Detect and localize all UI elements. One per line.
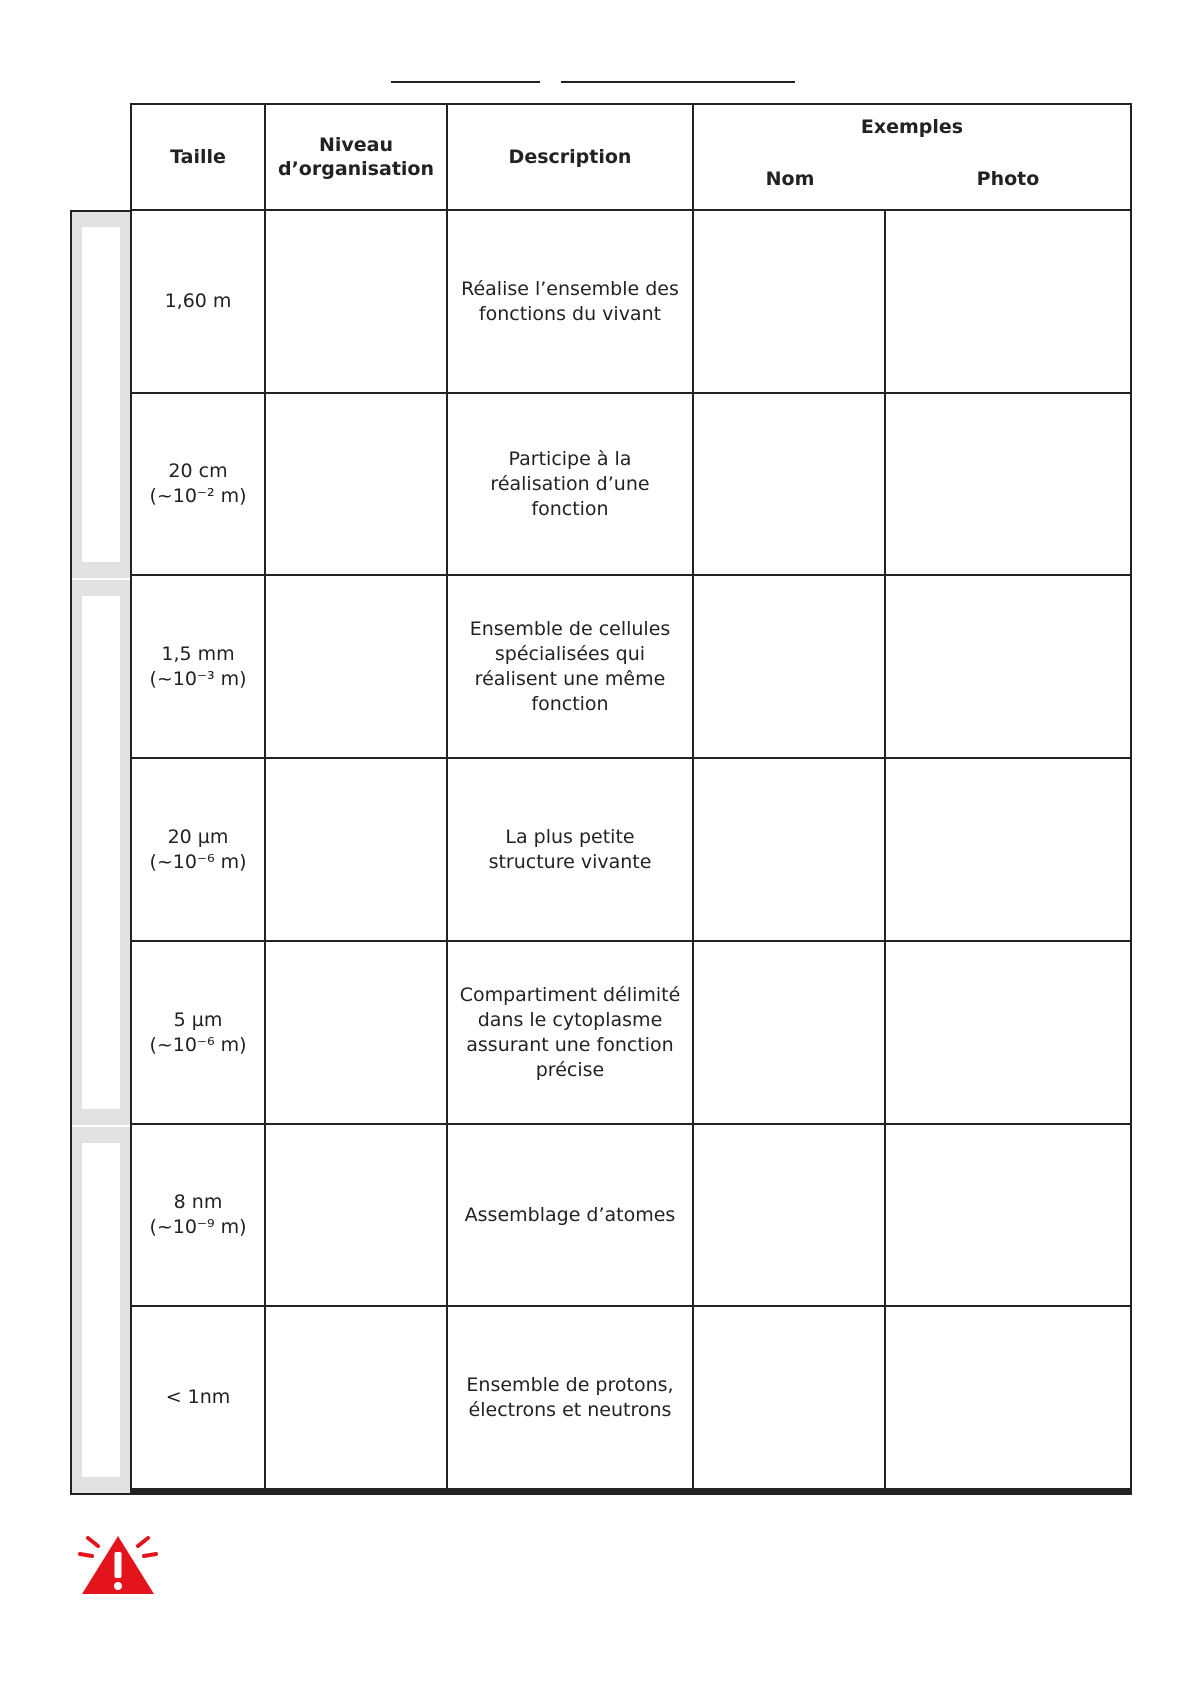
cell-photo [886,1307,1130,1488]
title-blank-2 [561,81,795,83]
cell-nom [694,1307,884,1488]
cell-niveau [266,1125,446,1305]
cell-photo [886,394,1130,574]
side-outline-bottom [70,1493,132,1495]
cell-niveau [266,394,446,574]
header-photo: Photo [976,168,1040,190]
cell-nom [694,1125,884,1305]
cell-taille: 5 µm (~10⁻⁶ m) [132,942,264,1123]
cell-description: Participe à la réalisation d’une fonction [448,394,692,574]
cell-taille: 20 cm (~10⁻² m) [132,394,264,574]
cell-photo [886,759,1130,940]
cell-taille: 1,60 m [132,211,264,392]
cell-description: Ensemble de protons, électrons et neutrons [448,1307,692,1488]
cell-description: Assemblage d’atomes [448,1125,692,1305]
cell-photo [886,211,1130,392]
cell-description: Ensemble de cellules spécialisées qui réalisent une même fonction [448,576,692,757]
cell-taille: < 1nm [132,1307,264,1488]
header-niveau: Niveau d’organisation [266,105,446,209]
header-exemples: Exemples [860,116,964,138]
header-taille: Taille [132,105,264,209]
cell-description: Compartiment délimité dans le cytoplasme assurant une fonction précise [448,942,692,1123]
cell-nom [694,576,884,757]
cell-taille: 1,5 mm (~10⁻³ m) [132,576,264,757]
title-blank-1 [391,81,540,83]
header-description: Description [448,105,692,209]
cell-description: La plus petite structure vivante [448,759,692,940]
cell-taille: 8 nm (~10⁻⁹ m) [132,1125,264,1305]
cell-description: Réalise l’ensemble des fonctions du vivant [448,211,692,392]
cell-niveau [266,759,446,940]
cell-nom [694,759,884,940]
cell-taille: 20 µm (~10⁻⁶ m) [132,759,264,940]
side-outline-top [70,210,132,212]
cell-photo [886,942,1130,1123]
organisation-table [130,103,1132,1495]
warning-triangle-icon [76,1528,160,1598]
cell-photo [886,576,1130,757]
side-outline-left [70,210,72,1495]
header-nom: Nom [765,168,815,190]
cell-nom [694,942,884,1123]
cell-niveau [266,942,446,1123]
cell-nom [694,394,884,574]
cell-niveau [266,576,446,757]
header-exemples-group [694,105,1130,209]
cell-niveau [266,1307,446,1488]
cell-niveau [266,211,446,392]
cell-photo [886,1125,1130,1305]
cell-nom [694,211,884,392]
